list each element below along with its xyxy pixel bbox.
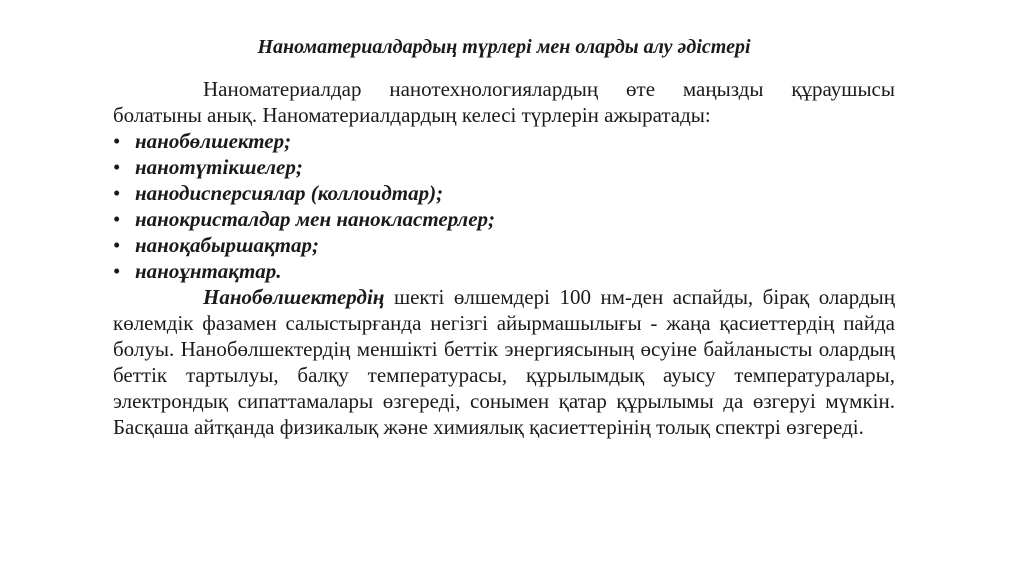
list-item: [113, 258, 895, 284]
body-paragraph: [113, 284, 895, 440]
bullet-icon: •: [113, 233, 121, 257]
bullet-icon: •: [113, 207, 121, 231]
list-item-text: нанодисперсиялар (коллоидтар);: [135, 181, 444, 205]
bullet-icon: •: [113, 259, 121, 283]
list-item-text: нанобөлшектер;: [135, 129, 292, 153]
list-item-text: нанотүтікшелер;: [135, 155, 303, 179]
list-item: [113, 232, 895, 258]
list-item-text: наноұнтақтар.: [135, 259, 282, 283]
list-item: [113, 206, 895, 232]
document-title: Наноматериалдардың түрлері мен оларды алу әдістері: [257, 36, 751, 58]
bullet-icon: •: [113, 181, 121, 205]
body-lead-term: Нанобөлшектердің: [203, 285, 385, 309]
intro-text: Наноматериалдар нанотехнологиялардың өте маңызды құраушысы болатыны анық. Наноматериалдардың келесі түрлерін ажыратады:: [113, 77, 895, 127]
intro-paragraph: [113, 76, 895, 128]
body-text: шекті өлшемдері 100 нм-ден аспайды, бірақ олардың көлемдік фазамен салыстырғанда негізгі айырмашылығы - жаңа қасиеттердің пайда болуы. Нанобөлшектердің меншікті беттік энергиясының өсуіне байланысты олардың беттік тартылуы, балқу температурасы, құрылымдық ауысу температуралары, электрондық сипаттамалары өзгереді, сонымен қатар құрылымы да өзгеруі мүмкін. Басқаша айтқанда физикалық және химиялық қасиеттерінің толық спектрі өзгереді.: [113, 285, 895, 439]
bullet-icon: •: [113, 129, 121, 153]
list-item-text: нанокристалдар мен нанокластерлер;: [135, 207, 496, 231]
list-item: [113, 154, 895, 180]
list-item-text: наноқабыршақтар;: [135, 233, 319, 257]
list-item: [113, 180, 895, 206]
document-page: [113, 34, 895, 440]
nanomaterial-types-list: [113, 128, 895, 284]
bullet-icon: •: [113, 155, 121, 179]
list-item: [113, 128, 895, 154]
